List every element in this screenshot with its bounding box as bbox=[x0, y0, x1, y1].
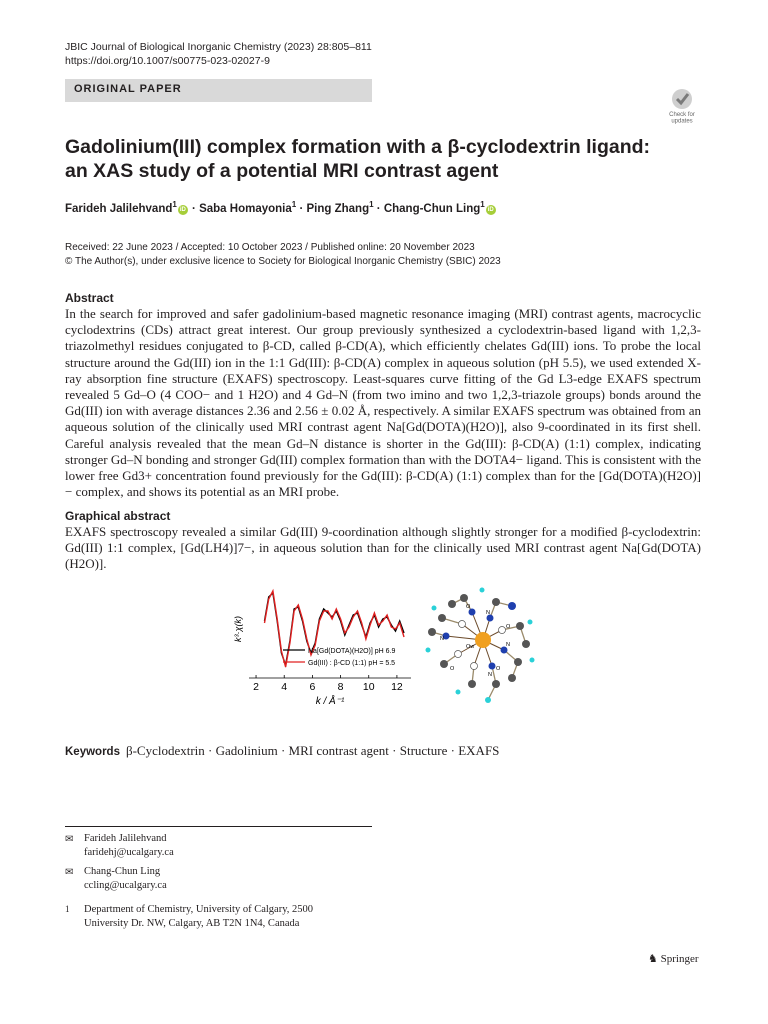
atom-label: N bbox=[506, 642, 510, 648]
paper-title bbox=[65, 135, 705, 183]
svg-text:updates: updates bbox=[671, 118, 693, 125]
envelope-icon: ✉ bbox=[65, 867, 74, 878]
check-for-updates-icon[interactable] bbox=[662, 85, 702, 125]
author-name[interactable]: Chang-Chun Ling bbox=[383, 203, 481, 215]
title-line-2: an XAS study of a potential MRI contrast agent bbox=[65, 160, 499, 182]
bonds bbox=[446, 612, 504, 666]
article-type-banner bbox=[65, 79, 372, 102]
author-separator: · bbox=[296, 203, 307, 215]
affiliation-line-1: Department of Chemistry, University of Calgary, 2500 bbox=[84, 904, 314, 915]
molecular-structure-image bbox=[422, 574, 544, 712]
article-type-label: ORIGINAL PAPER bbox=[74, 83, 182, 95]
x-tick-label: 2 bbox=[253, 681, 259, 693]
atom-label: N bbox=[440, 636, 444, 642]
exafs-series-group bbox=[265, 591, 405, 667]
atom-label: O bbox=[466, 604, 471, 610]
legend-label: Gd(III) : β-CD (1:1) pH = 5.5 bbox=[308, 660, 396, 667]
author-separator: · bbox=[373, 203, 384, 215]
author-list bbox=[65, 200, 497, 215]
atom-label: N bbox=[488, 672, 492, 678]
series-line-2 bbox=[265, 591, 405, 667]
author-separator: · bbox=[188, 203, 200, 215]
contact-1-email[interactable]: faridehj@ucalgary.ca bbox=[84, 846, 174, 858]
abstract-text: In the search for improved and safer gadolinium-based magnetic resonance imaging (MRI) contrast agents, macrocyclic cyclodextrins (CDs) attract great interest. Our group previously synthesized a cyclodextrin-based ligand with 1,2,3-triazolmethyl residues conjugated to β-CD, called β-CD(A), which efficiently chelates Gd(III) ions. To probe the local structure around the Gd(III) ion in the 1:1 Gd(III): β-CD(A) complex in aqueous solution (pH 5.5), we used extended X-ray absorption fine structure (EXAFS) spectroscopy. Least-squares curve fitting of the Gd L3-edge EXAFS spectrum revealed 5 Gd–O (4 COO− and 1 H2O) and 4 Gd–N (from two imino and two 1,2,3-triazole groups) bonds around the Gd(III) ion with average distances 2.36 and 2.56 ± 0.02 Å, respectively. A similar EXAFS spectrum was obtained from an aqueous solution of the clinically used MRI contrast agent Na[Gd(DOTA)(H2O)], also 9-coordinated in its first shell. Careful analysis revealed that the mean Gd–N distance is shorter in the Gd(III): β-CD(A) (1:1) complex, indicating stronger Gd–N bonding and stronger Gd(III) complex formation than with the DOTA4− ligand. This is consistent with the lower free Gd3+ concentration found previously for the Gd(III): β-CD(A) (1:1) complex than for the [Gd(DOTA)(H2O)]− complex, and shows its potential as an MRI probe. bbox=[65, 306, 701, 500]
contact-1 bbox=[65, 832, 174, 859]
atom-label: O bbox=[496, 666, 501, 672]
affiliation-line-2: University Dr. NW, Calgary, AB T2N 1N4, Canada bbox=[84, 917, 300, 929]
author-name[interactable]: Farideh Jalilehvand bbox=[65, 203, 173, 215]
keywords-text: β-Cyclodextrin · Gadolinium · MRI contrast agent · Structure · EXAFS bbox=[125, 743, 500, 758]
contact-2-email[interactable]: ccling@ucalgary.ca bbox=[84, 879, 167, 891]
copyright-line: © The Author(s), under exclusive licence to Society for Biological Inorganic Chemistry (SBIC) 2023 bbox=[65, 256, 501, 267]
author-name[interactable]: Ping Zhang bbox=[306, 203, 370, 215]
author-name[interactable]: Saba Homayonia bbox=[199, 203, 292, 215]
graphical-abstract-text: EXAFS spectroscopy revealed a similar Gd(III) 9-coordination although slightly stronger for a modified β-cyclodextrin: Gd(III) 1:1 complex, [Gd(LH4)]7−, in aqueous solution than for the clinically used MRI contrast agent Na[Gd(DOTA)(H2O)]. bbox=[65, 524, 701, 572]
author-affiliation-mark: 1 bbox=[172, 200, 177, 210]
orcid-icon[interactable]: iD bbox=[487, 207, 494, 213]
x-tick-label: 8 bbox=[337, 681, 344, 693]
author-affiliation-mark: 1 bbox=[291, 200, 297, 210]
graphical-abstract-heading: Graphical abstract bbox=[65, 509, 171, 523]
x-tick-label: 12 bbox=[391, 681, 403, 693]
footnote-divider bbox=[65, 826, 372, 827]
atom-label: N bbox=[486, 610, 490, 616]
x-axis-label: k / Å⁻¹ bbox=[315, 696, 345, 707]
affiliation-number: 1 bbox=[65, 904, 70, 914]
author-affiliation-mark: 1 bbox=[369, 200, 374, 210]
contact-2 bbox=[65, 865, 167, 892]
keywords-heading: Keywords bbox=[65, 746, 120, 758]
y-axis-label: k³·χ(k) bbox=[233, 616, 243, 642]
springer-horse-icon: ♞ bbox=[648, 953, 658, 965]
publication-dates bbox=[65, 241, 501, 269]
x-tick-label: 6 bbox=[309, 681, 316, 693]
exafs-chart bbox=[231, 574, 421, 714]
x-tick-label: 4 bbox=[281, 681, 288, 693]
title-line-1: Gadolinium(III) complex formation with a β-cyclodextrin ligand: bbox=[65, 136, 651, 158]
atom-label: O bbox=[450, 666, 455, 672]
dates-line: Received: 22 June 2023 / Accepted: 10 October 2023 / Published online: 20 November 2023 bbox=[65, 242, 475, 253]
svg-text:Check for: Check for bbox=[669, 112, 695, 118]
contact-1-name: Farideh Jalilehvand bbox=[84, 833, 167, 844]
legend-label: Na[Gd(DOTA)(H2O)] pH 6.9 bbox=[308, 648, 396, 655]
doi-link[interactable]: https://doi.org/10.1007/s00775-023-02027-9 bbox=[65, 55, 270, 67]
journal-header bbox=[65, 40, 372, 68]
atom-label: O bbox=[506, 624, 511, 630]
journal-citation: JBIC Journal of Biological Inorganic Chemistry (2023) 28:805–811 bbox=[65, 41, 372, 53]
affiliation bbox=[84, 903, 313, 930]
contact-2-name: Chang-Chun Ling bbox=[84, 866, 161, 877]
keywords bbox=[65, 743, 499, 759]
publisher-logo bbox=[648, 952, 699, 965]
frame-bonds bbox=[432, 598, 526, 700]
orcid-icon[interactable]: iD bbox=[179, 207, 186, 213]
abstract-heading: Abstract bbox=[65, 291, 114, 305]
exafs-legend bbox=[283, 648, 395, 667]
envelope-icon: ✉ bbox=[65, 834, 74, 845]
atoms bbox=[426, 588, 535, 704]
author-affiliation-mark: 1 bbox=[480, 200, 485, 210]
publisher-name: Springer bbox=[660, 953, 699, 965]
x-tick-label: 10 bbox=[362, 681, 375, 693]
atom-label: Ow bbox=[466, 644, 475, 650]
